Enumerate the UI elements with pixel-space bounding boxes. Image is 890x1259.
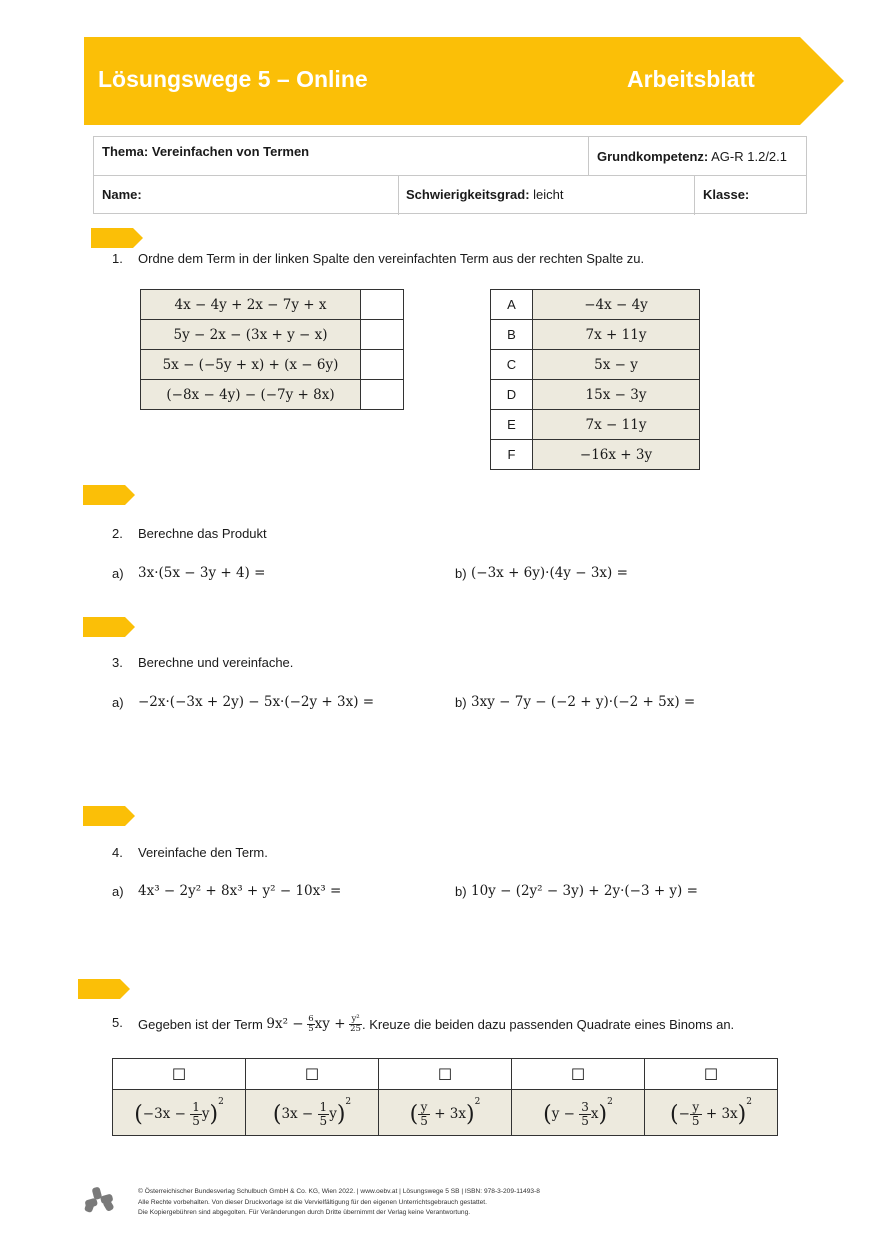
- task2-instruction: Berechne das Produkt: [138, 526, 267, 541]
- info-divider: [588, 137, 589, 175]
- task5-options-table: [112, 1058, 778, 1136]
- option-exponent: 2: [607, 1097, 613, 1107]
- task4-a-expression: 4x³ − 2y² + 8x³ + y² − 10x³ =: [138, 883, 342, 899]
- task5-term-fraction: [307, 1015, 314, 1034]
- fraction-denominator: 25: [350, 1023, 361, 1034]
- binomial-option: ( $\frac{y}{5}$ + 3x)$^2$: [379, 1090, 512, 1136]
- task4-a-label: a): [112, 884, 124, 899]
- section-marker: [83, 485, 135, 505]
- checkbox[interactable]: ☐: [645, 1059, 778, 1090]
- fraction-denominator: 5: [420, 1114, 428, 1128]
- option-post: + 3x: [705, 1106, 738, 1122]
- name-field: [102, 187, 142, 202]
- fraction-denominator: 5: [581, 1114, 589, 1128]
- right-term: 7x − 11y: [533, 410, 700, 440]
- name-label: Name:: [102, 187, 142, 202]
- task1-number: 1.: [112, 251, 123, 266]
- left-term: 4x − 4y + 2x − 7y + x: [141, 290, 361, 320]
- fraction-numerator: y: [690, 1101, 702, 1115]
- task2-b-label: b): [455, 566, 467, 581]
- right-term: 15x − 3y: [533, 380, 700, 410]
- info-divider: [398, 175, 399, 215]
- fraction-denominator: 5: [691, 1114, 700, 1128]
- left-term: 5y − 2x − (3x + y − x): [141, 320, 361, 350]
- task1-instruction: Ordne dem Term in der linken Spalte den vereinfachten Term aus der rechten Spalte zu.: [138, 251, 645, 266]
- footer-copyright: © Österreichischer Bundesverlag Schulbuch GmbH & Co. KG, Wien 2022. | www.oebv.at | Lösungswege 5 SB | ISBN: 978-3-209-11493-8: [138, 1188, 540, 1195]
- table-row: [113, 1059, 778, 1090]
- option-post: + 3x: [434, 1106, 466, 1122]
- task5-term-mid: xy +: [314, 1016, 346, 1032]
- checkbox[interactable]: ☐: [246, 1059, 379, 1090]
- worksheet-type: Arbeitsblatt: [627, 66, 755, 92]
- option-label: F: [491, 440, 533, 470]
- info-divider: [94, 175, 806, 176]
- fraction-numerator: 6: [308, 1013, 314, 1024]
- right-term: 5x − y: [533, 350, 700, 380]
- task5-text-after: . Kreuze die beiden dazu passenden Quadrate eines Binoms an.: [361, 1016, 735, 1032]
- answer-cell[interactable]: [361, 320, 404, 350]
- task3-a-label: a): [112, 695, 124, 710]
- thema-field: [102, 144, 309, 159]
- option-label: A: [491, 290, 533, 320]
- task2-number: 2.: [112, 526, 123, 541]
- info-table: [93, 136, 807, 214]
- table-row: [491, 320, 700, 350]
- footer-disclaimer: Die Kopiergebühren sind abgegolten. Für Veränderungen durch Dritte übernimmt der Verlag keine Verantwortung.: [138, 1209, 471, 1216]
- section-marker: [83, 806, 135, 826]
- binomial-option: (3x − $\frac{1}{5}$ y)$^2$: [246, 1090, 379, 1136]
- task2-a-label: a): [112, 566, 124, 581]
- binomial-option: (y − $\frac{3}{5}$ x)$^2$: [512, 1090, 645, 1136]
- table-row: [141, 290, 404, 320]
- thema-label: Thema:: [102, 144, 149, 159]
- kompetenz-field: [597, 149, 787, 164]
- answer-cell[interactable]: [361, 290, 404, 320]
- kompetenz-value: AG-R 1.2/2.1: [711, 149, 788, 164]
- checkbox[interactable]: ☐: [379, 1059, 512, 1090]
- fraction-numerator: 3: [581, 1100, 589, 1114]
- task2-b-expression: (−3x + 6y)·(4y − 3x) =: [471, 565, 628, 581]
- option-label: E: [491, 410, 533, 440]
- task5-term-fraction: [349, 1015, 362, 1034]
- task5-text-before: Gegeben ist der Term: [138, 1016, 263, 1032]
- answer-cell[interactable]: [361, 380, 404, 410]
- table-row: [491, 350, 700, 380]
- header-banner: [84, 37, 844, 125]
- kompetenz-label: Grundkompetenz:: [597, 149, 709, 164]
- option-label: D: [491, 380, 533, 410]
- table-row: [141, 380, 404, 410]
- option-label: C: [491, 350, 533, 380]
- table-row: [491, 290, 700, 320]
- table-row: [491, 410, 700, 440]
- task3-number: 3.: [112, 655, 123, 670]
- task3-b-label: b): [455, 695, 467, 710]
- klasse-label: Klasse:: [703, 187, 750, 202]
- fraction-denominator: 5: [192, 1114, 200, 1128]
- fraction-denominator: 5: [308, 1023, 314, 1034]
- footer-rights: Alle Rechte vorbehalten. Von dieser Druckvorlage ist die Vervielfältigung für den eigenen Unterrichtsgebrauch gestattet.: [138, 1198, 487, 1206]
- publisher-logo-icon: [83, 1185, 115, 1220]
- table-row: [113, 1090, 778, 1136]
- left-term: (−8x − 4y) − (−7y + 8x): [141, 380, 361, 410]
- task2-a-expression: 3x·(5x − 3y + 4) =: [138, 565, 266, 581]
- table-row: [491, 380, 700, 410]
- task5-number: 5.: [112, 1015, 123, 1030]
- klasse-field: [703, 187, 749, 202]
- fraction-numerator: y: [418, 1101, 430, 1115]
- binomial-option: (−3x − $\frac{1}{5}$ y)$^2$: [113, 1090, 246, 1136]
- task3-instruction: Berechne und vereinfache.: [138, 655, 294, 670]
- fraction-denominator: 5: [319, 1114, 328, 1128]
- option-post: y: [329, 1106, 337, 1122]
- task1-right-table: [490, 289, 700, 470]
- option-post: y: [201, 1106, 210, 1122]
- task3-a-expression: −2x·(−3x + 2y) − 5x·(−2y + 3x) =: [138, 694, 375, 710]
- table-row: [491, 440, 700, 470]
- fraction-numerator: 1: [192, 1100, 200, 1114]
- task5-term-lead: 9x² −: [266, 1016, 304, 1032]
- option-exponent: 2: [746, 1097, 752, 1107]
- table-row: [141, 350, 404, 380]
- task3-b-expression: 3xy − 7y − (−2 + y)·(−2 + 5x) =: [471, 694, 696, 710]
- task4-instruction: Vereinfache den Term.: [138, 845, 268, 860]
- task4-b-expression: 10y − (2y² − 3y) + 2y·(−3 + y) =: [471, 883, 698, 899]
- fraction-numerator: 1: [319, 1100, 328, 1114]
- option-exponent: 2: [218, 1097, 224, 1107]
- info-divider: [694, 175, 695, 215]
- right-term: −4x − 4y: [533, 290, 700, 320]
- worksheet-title: Lösungswege 5 – Online: [98, 66, 368, 92]
- option-pre: −: [678, 1106, 690, 1122]
- option-exponent: 2: [474, 1097, 481, 1107]
- option-exponent: 2: [345, 1097, 352, 1107]
- task1-left-table: [140, 289, 404, 410]
- thema-value: Vereinfachen von Termen: [151, 144, 310, 159]
- left-term: 5x − (−5y + x) + (x − 6y): [141, 350, 361, 380]
- section-marker: [91, 228, 143, 248]
- footer-text: [138, 1187, 738, 1219]
- option-label: B: [491, 320, 533, 350]
- option-post: x: [590, 1106, 599, 1122]
- binomial-option: (− $\frac{y}{5}$ + 3x)$^2$: [645, 1090, 778, 1136]
- schwierigkeit-field: [406, 187, 564, 202]
- checkbox[interactable]: ☐: [113, 1059, 246, 1090]
- option-pre: −3x −: [142, 1106, 186, 1122]
- option-pre: 3x −: [281, 1106, 314, 1122]
- answer-cell[interactable]: [361, 350, 404, 380]
- section-marker: [83, 617, 135, 637]
- task4-b-label: b): [455, 884, 467, 899]
- task5-instruction: [138, 1010, 734, 1038]
- right-term: 7x + 11y: [533, 320, 700, 350]
- table-row: [141, 320, 404, 350]
- right-term: −16x + 3y: [533, 440, 700, 470]
- task4-number: 4.: [112, 845, 123, 860]
- section-marker: [78, 979, 130, 999]
- schwierigkeit-value: leicht: [533, 187, 564, 202]
- schwierigkeit-label: Schwierigkeitsgrad:: [406, 187, 530, 202]
- checkbox[interactable]: ☐: [512, 1059, 645, 1090]
- option-pre: y −: [551, 1106, 575, 1122]
- fraction-numerator: y²: [349, 1015, 362, 1025]
